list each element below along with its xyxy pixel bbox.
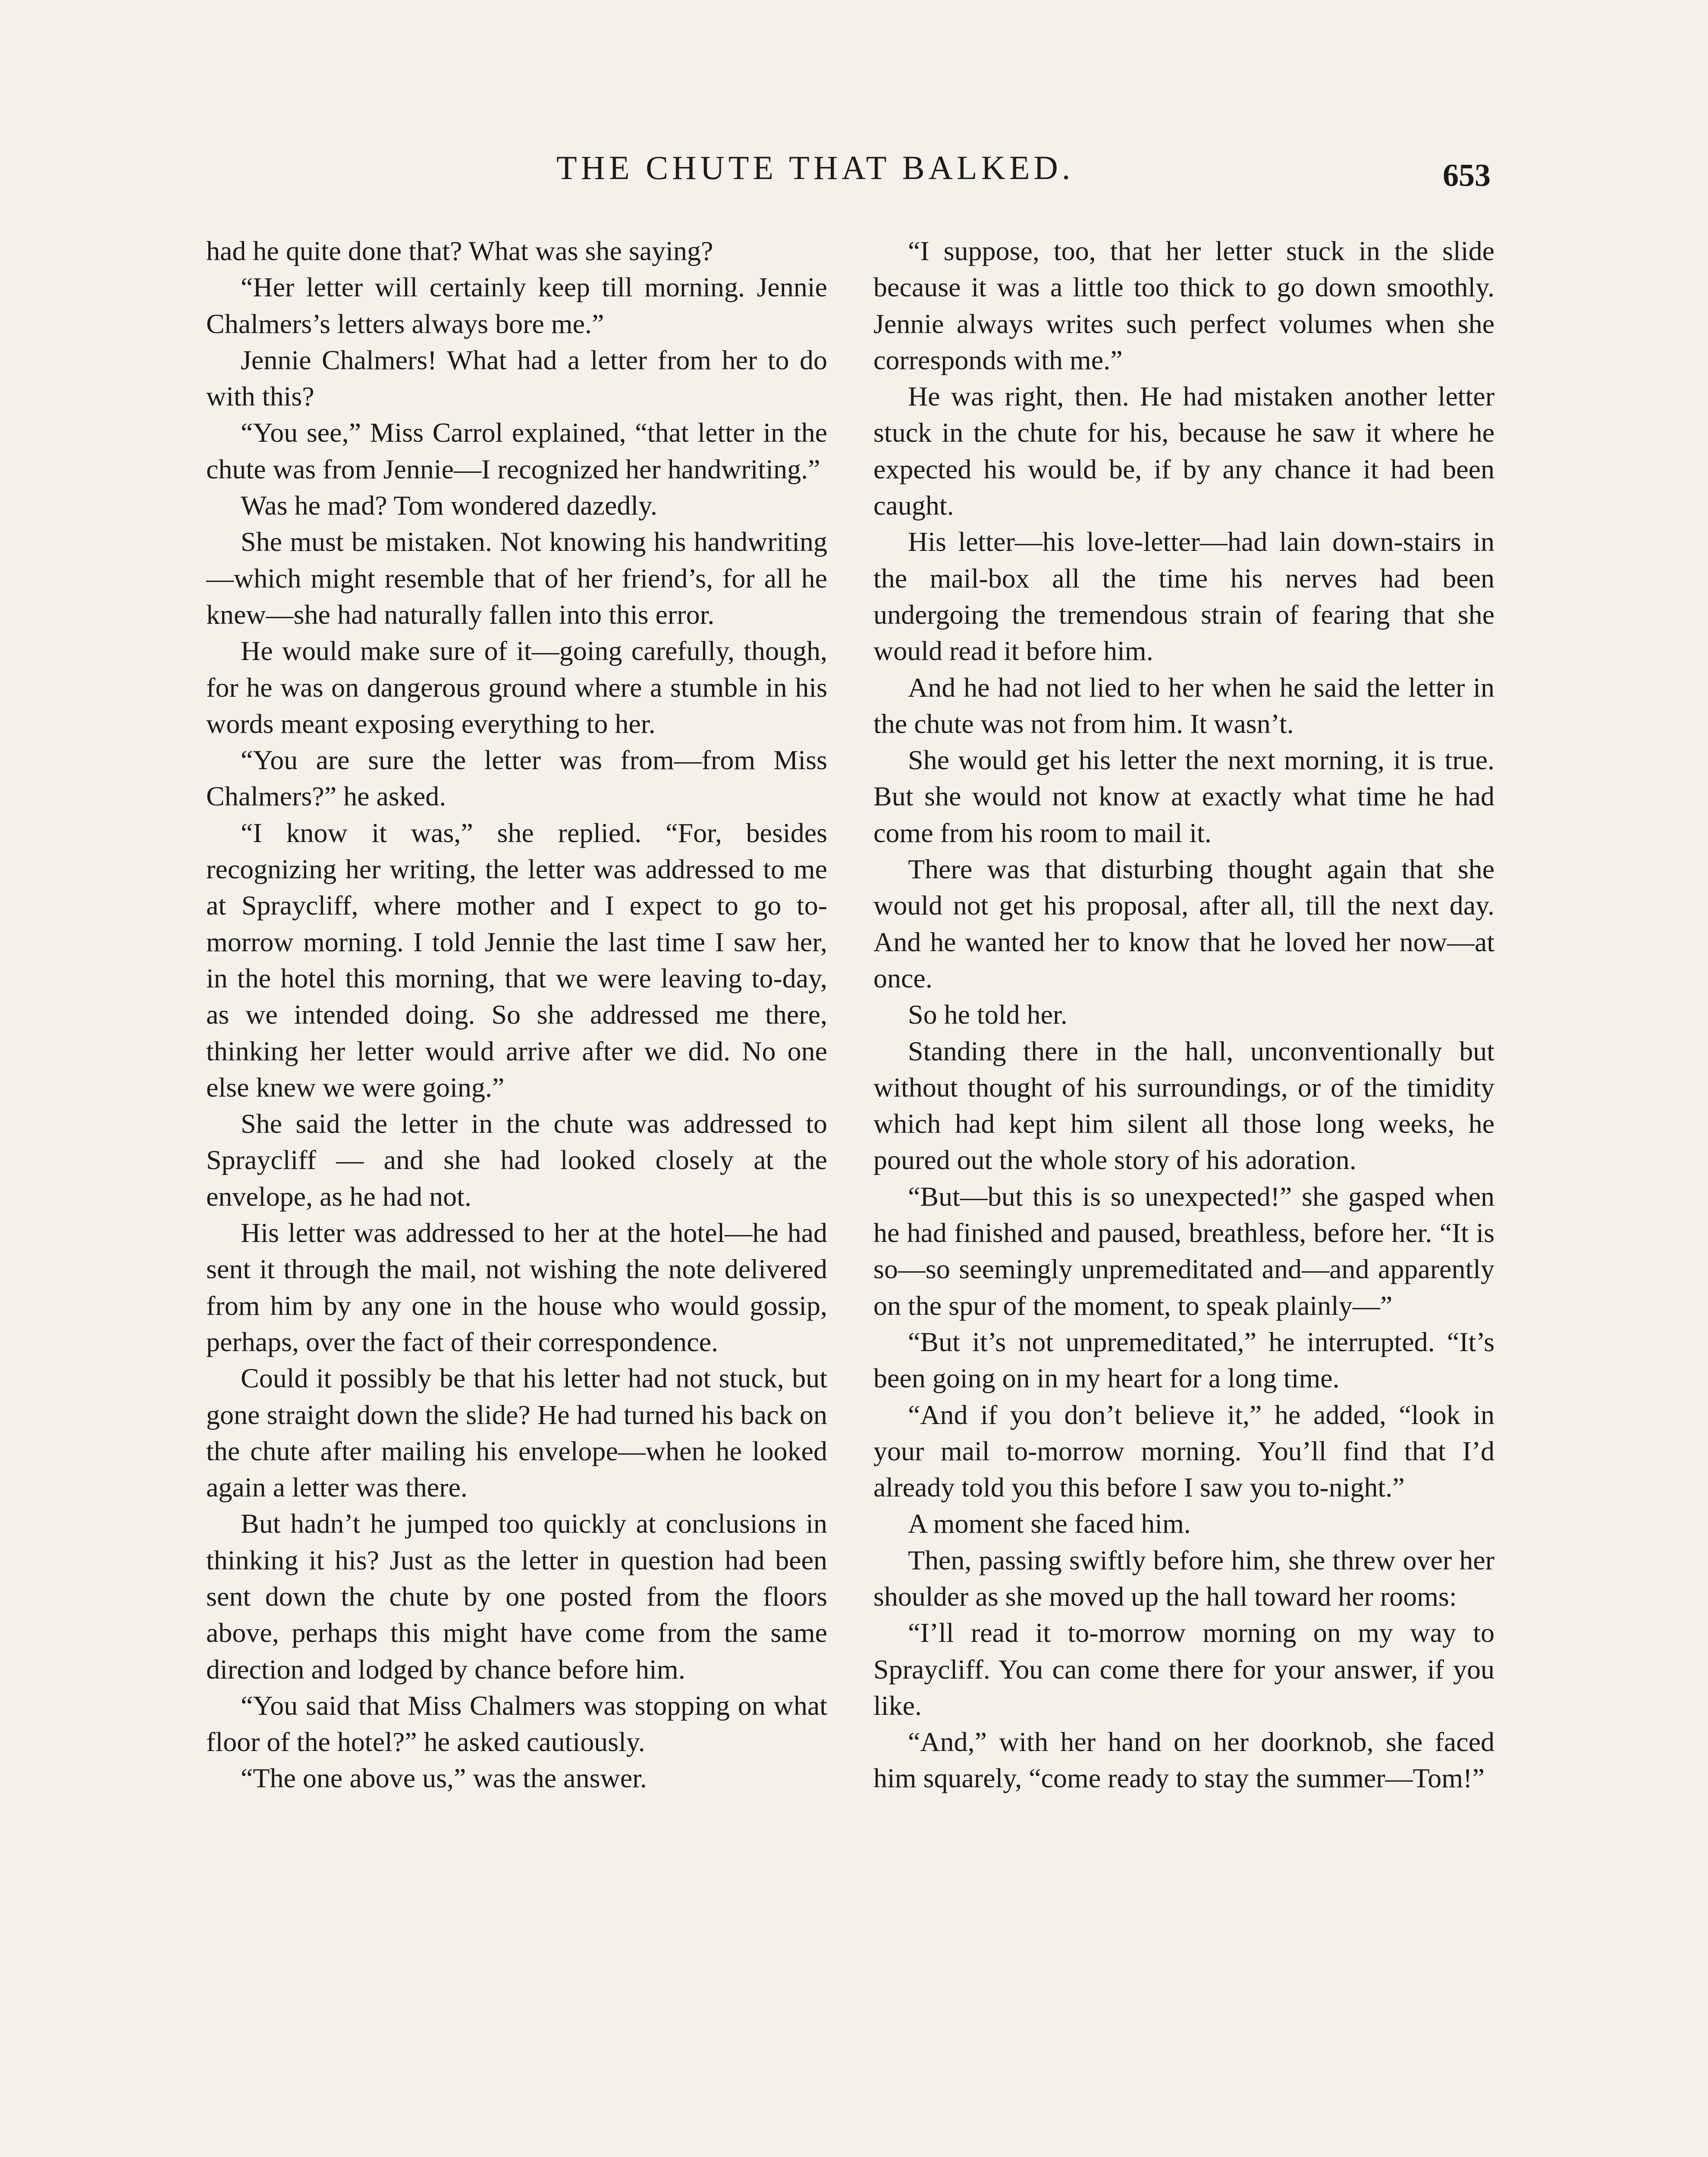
paragraph: His letter was addressed to her at the hotel—he had sent it through the mail, not wishing the note delivered from him by any one in the house who would gossip, perhaps, over the fact of their correspondence. xyxy=(206,1217,827,1357)
paragraph: “The one above us,” was the answer. xyxy=(241,1763,647,1794)
paragraph: He would make sure of it—going carefully, though, for he was on dangerous ground where a stumble in his words meant exposing everything to her. xyxy=(206,635,827,739)
paragraph: Standing there in the hall, unconventionally but without thought of his surroundings, or of the timidity which had kept him silent all those long weeks, he poured out the whole story of his adoration. xyxy=(873,1035,1494,1176)
paragraph: So he told her. xyxy=(908,999,1068,1030)
running-head: THE CHUTE THAT BALKED. xyxy=(556,149,1074,186)
paragraph: “You see,” Miss Carrol explained, “that letter in the chute was from Jennie—I recognized her handwriting.” xyxy=(206,417,827,484)
paragraph: She would get his letter the next morning, it is true. But she would not know at exactly what time he had come from his room to mail it. xyxy=(873,745,1494,848)
paragraph: “You said that Miss Chalmers was stopping on what floor of the hotel?” he asked cautiously. xyxy=(206,1690,827,1758)
paragraph: “And,” with her hand on her doorknob, she faced him squarely, “come ready to stay the summer—Tom!” xyxy=(873,1726,1494,1794)
paragraph: And he had not lied to her when he said the letter in the chute was not from him. It wasn’t. xyxy=(873,672,1494,739)
paragraph: His letter—his love-letter—had lain down-stairs in the mail-box all the time his nerves had been undergoing the tremendous strain of fearing that she would read it before him. xyxy=(873,526,1494,667)
paragraph: “Her letter will certainly keep till morning. Jennie Chalmers’s letters always bore me.” xyxy=(206,272,827,339)
paragraph: A moment she faced him. xyxy=(908,1508,1191,1539)
left-column xyxy=(206,233,827,1797)
paragraph: Jennie Chalmers! What had a letter from her to do with this? xyxy=(206,344,827,412)
paragraph: Then, passing swiftly before him, she threw over her shoulder as she moved up the hall toward her rooms: xyxy=(873,1544,1494,1612)
paragraph: There was that disturbing thought again that she would not get his proposal, after all, till the next day. And he wanted her to know that he loved her now—at once. xyxy=(873,854,1494,994)
paragraph: “But it’s not unpremeditated,” he interrupted. “It’s been going on in my heart for a long time. xyxy=(873,1326,1494,1394)
paragraph: “But—but this is so unexpected!” she gasped when he had finished and paused, breathless, before her. “It is so—so seemingly unpremeditated and—and apparently on the spur of the moment, to speak plainly—” xyxy=(873,1181,1494,1321)
paragraph: had he quite done that? What was she saying? xyxy=(206,236,713,266)
page-number: 653 xyxy=(1443,158,1491,193)
paragraph: He was right, then. He had mistaken another letter stuck in the chute for his, because he saw it where he expected his would be, if by any chance it had been caught. xyxy=(873,381,1494,521)
paragraph: “I know it was,” she replied. “For, besides recognizing her writing, the letter was addressed to me at Spraycliff, where mother and I expect to go to-morrow morning. I told Jennie the last time I saw her, in the hotel this morning, that we were leaving to-day, as we intended doing. So she addressed me there, thinking her letter would arrive after we did. No one else knew we were going.” xyxy=(206,817,827,1103)
paragraph: She said the letter in the chute was addressed to Spraycliff — and she had looked closely at the envelope, as he had not. xyxy=(206,1108,827,1212)
paragraph: “And if you don’t believe it,” he added, “look in your mail to-morrow morning. You’ll find that I’d already told you this before I saw you to-night.” xyxy=(873,1399,1494,1503)
paragraph: She must be mistaken. Not knowing his handwriting—which might resemble that of her friend’s, for all he knew—she had naturally fallen into this error. xyxy=(206,526,827,630)
paragraph: Was he mad? Tom wondered dazedly. xyxy=(241,490,658,521)
paragraph: “I’ll read it to-morrow morning on my way to Spraycliff. You can come there for your answer, if you like. xyxy=(873,1617,1494,1721)
right-column xyxy=(873,233,1494,1797)
paragraph: Could it possibly be that his letter had not stuck, but gone straight down the slide? He had turned his back on the chute after mailing his envelope—when he looked again a letter was there. xyxy=(206,1363,827,1503)
paragraph: “I suppose, too, that her letter stuck in the slide because it was a little too thick to go down smoothly. Jennie always writes such perfect volumes when she corresponds with me.” xyxy=(873,236,1494,375)
paragraph: “You are sure the letter was from—from Miss Chalmers?” he asked. xyxy=(206,745,827,812)
paragraph: But hadn’t he jumped too quickly at conclusions in thinking it his? Just as the letter in question had been sent down the chute by one posted from the floors above, perhaps this might have come from the same direction and lodged by chance before him. xyxy=(206,1508,827,1685)
